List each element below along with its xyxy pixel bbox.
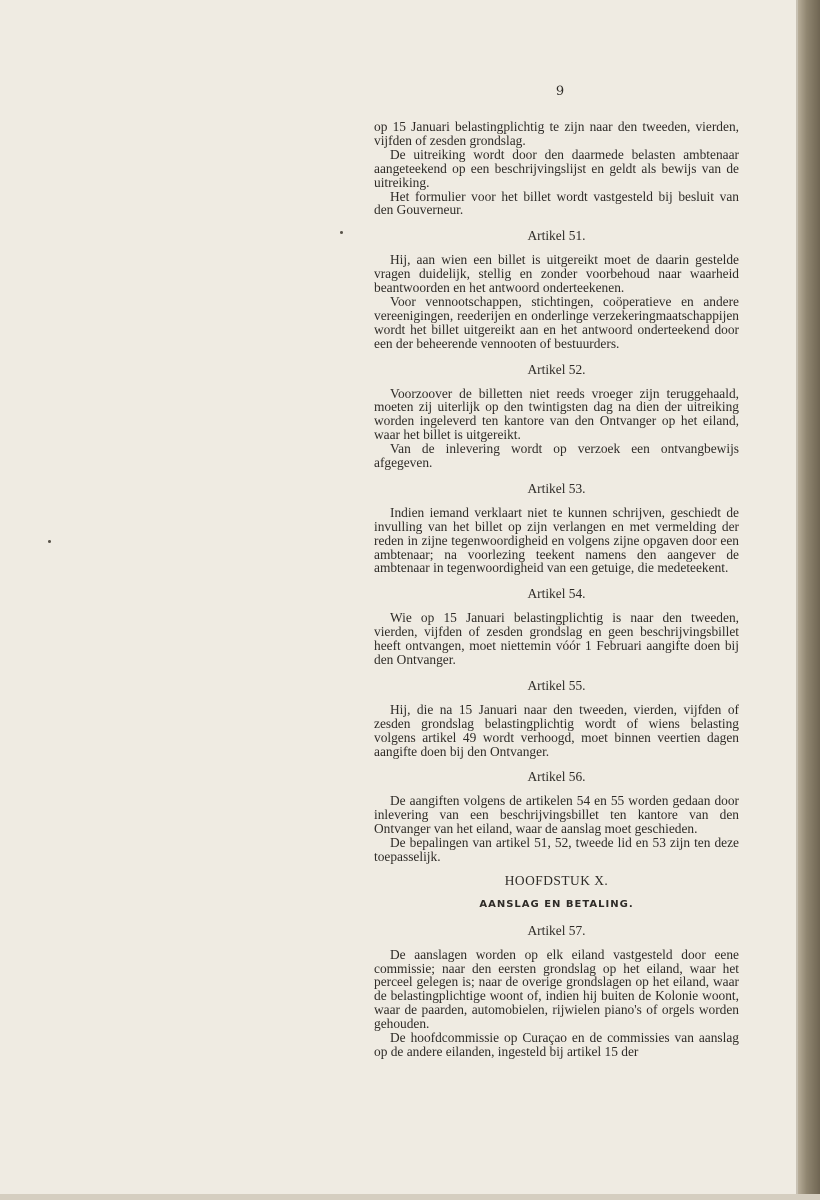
- print-speck: [340, 231, 343, 234]
- chapter-heading: HOOFDSTUK X.: [504, 872, 609, 888]
- paragraph: Hij, aan wien een billet is uitgereikt moet de daarin gestelde vragen duidelijk, stellig en zonder voorbehoud naar waarheid beantwoorden en het antwoord onderteekenen.: [374, 252, 739, 296]
- print-speck: [48, 540, 51, 543]
- paragraph: De aangiften volgens de artikelen 54 en 55 worden gedaan door inlevering van een beschrijvingsbillet ten kantore van den Ontvanger van het eiland, waar de aanslag moet geschieden.: [374, 793, 739, 837]
- paragraph: De hoofdcommissie op Curaçao en de commissies van aanslag op de andere eilanden, ingesteld bij artikel 15 der: [374, 1030, 739, 1059]
- paragraph: De uitreiking wordt door den daarmede belasten ambtenaar aangeteekend op een beschrijvingslijst en geldt als bewijs van de uitreiking.: [374, 146, 739, 190]
- article-heading: Artikel 57.: [527, 922, 586, 938]
- page-binding-edge: [798, 0, 820, 1200]
- paragraph: Wie op 15 Januari belastingplichtig is naar den tweeden, vierden, vijfden of zesden grondslag en geen beschrijvingsbillet heeft ontvangen, moet niettemin vóór 1 Februari aangifte doen bij den Ontvanger.: [374, 610, 739, 667]
- paragraph: Voorzoover de billetten niet reeds vroeger zijn teruggehaald, moeten zij uiterlijk op den twintigsten dag na dien der uitreiking worden ingeleverd ten kantore van den Ontvanger op het eiland, waar het billet is uitgereikt.: [374, 385, 739, 443]
- article-heading: Artikel 56.: [527, 769, 586, 785]
- paragraph: Indien iemand verklaart niet te kunnen schrijven, geschiedt de invulling van het billet op zijn verlangen en met vermelding der reden in zijne tegenwoordigheid en volgens zijne opgaven door een ambtenaar; na voorlezing teekent namens den aangever de ambtenaar in tegenwoordigheid van een getuige, die medeteekent.: [374, 504, 739, 576]
- chapter-subheading: AANSLAG EN BETALING.: [479, 898, 634, 910]
- article-heading: Artikel 51.: [527, 228, 586, 244]
- article-heading: Artikel 52.: [527, 361, 586, 377]
- paragraph: De bepalingen van artikel 51, 52, tweede lid en 53 zijn ten deze toepasselijk.: [374, 835, 739, 864]
- article-heading: Artikel 54.: [527, 586, 586, 602]
- page-number: 9: [555, 84, 565, 99]
- paragraph: De aanslagen worden op elk eiland vastgesteld door eene commissie; naar den eersten grondslag op het eiland, waar het perceel gelegen is; naar de overige grondslagen op het eiland, waar de belastingplichtige woont of, indien hij buiten de Kolonie woont, waar de paarden, automobielen, rijwielen piano's of orgels worden gehouden.: [374, 946, 739, 1032]
- paragraph: Voor vennootschappen, stichtingen, coöperatieve en andere vereenigingen, reederijen en onderlinge verzekeringmaatschappijen wordt het billet uitgereikt aan en het antwoord onderteekend door een der beheerende vennooten of bestuurders.: [374, 293, 739, 351]
- article-heading: Artikel 55.: [527, 677, 586, 693]
- article-heading: Artikel 53.: [527, 480, 586, 496]
- document-body: [374, 120, 739, 1059]
- paragraph: op 15 Januari belastingplichtig te zijn naar den tweeden, vierden, vijfden of zesden grondslag.: [374, 119, 739, 148]
- paragraph: Hij, die na 15 Januari naar den tweeden, vierden, vijfden of zesden grondslag belastingplichtig wordt of wiens belasting volgens artikel 49 wordt verhoogd, moet binnen veertien dagen aangifte doen bij den Ontvanger.: [374, 701, 739, 759]
- paragraph: Het formulier voor het billet wordt vastgesteld bij besluit van den Gouverneur.: [374, 188, 739, 218]
- page-bottom-edge: [0, 1194, 820, 1200]
- paragraph: Van de inlevering wordt op verzoek een ontvangbewijs afgegeven.: [374, 441, 739, 471]
